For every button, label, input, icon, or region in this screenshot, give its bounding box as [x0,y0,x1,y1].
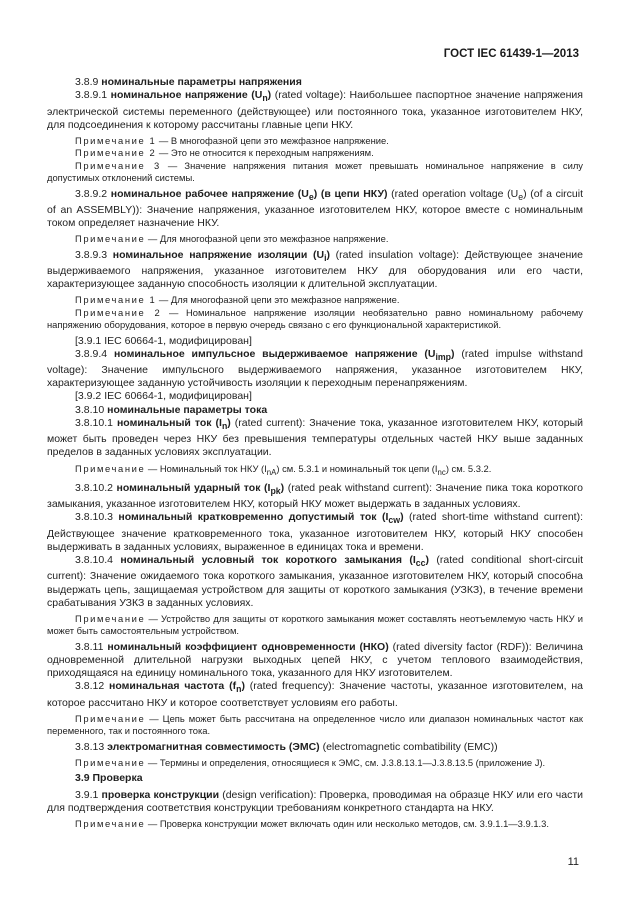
section-3-9-heading: 3.9 Проверка [75,772,143,785]
clause-3-8-10-1: 3.8.10.1 номинальный ток $(I_n)$ (rated current): Значение тока, указанное изготовителем НКУ, который может быть проведен через НКУ без превышения температуры отдельных частей НКУ выше заданных пределов в заданных условиях эксплуатации. [47,416,583,459]
clause-3-8-12: 3.8.12 номинальная частота $(f_n)$ (rated frequency): Значение частоты, указанное изготовителем, на которое рассчитано НКУ и которое соответствует условиям его работы. [47,680,583,709]
clause-3-8-11: 3.8.11 номинальный коэффициент одновременности (НКО) (rated diversity factor (RDF)): Величина одновременной длительной нагрузки выходных цепей НКУ, с учетом теплового взаимодействия, приходящаяся на единицу номинального тока, указанного для НКУ изготовителем. [47,640,583,680]
note-1: Примечание 1 — Для многофазной цепи это межфазное напряжение. [75,294,400,306]
clause-3-8-13: 3.8.13 электромагнитная совместимость (ЭМС) (electromagnetic combatibility (EMC)) [75,740,498,753]
note-2: Примечание 2 — Это не относится к переходным напряжениям. [75,147,374,159]
source-reference: [3.9.2 IEC 60664-1, модифицирован] [75,390,252,403]
source-reference: [3.9.1 IEC 60664-1, модифицирован] [75,334,252,347]
note: Примечание — Устройство для защиты от короткого замыкания может составлять неотъемлемую часть НКУ и может быть самостоятельным устройством. [47,612,583,637]
clause-3-8-9: 3.8.9 номинальные параметры напряжения [75,76,302,88]
note-3: Примечание 3 — Значение напряжения питания может превышать номинальное напряжение в силу допустимых отклонений системы. [47,159,583,184]
note: Примечание — Термины и определения, относящиеся к ЭМС, см. J.3.8.13.1—J.3.8.13.5 (приложение J). [75,756,546,768]
note-1: Примечание 1 — В многофазной цепи это межфазное напряжение. [75,134,389,146]
clause-3-8-10-2: 3.8.10.2 номинальный ударный ток $(I_{pk})$ (rated peak withstand current): Значение пика тока короткого замыкания, указанное изготовителем НКУ, который НКУ может выдержать в заданных условиях. [47,481,583,511]
note: Примечание — Цепь может быть рассчитана на определенное число или диапазон номинальных частот как переменного, так и постоянного тока. [47,712,583,737]
document-body [47,76,583,830]
clause-3-8-10: 3.8.10 номинальные параметры тока [75,403,268,416]
clause-3-8-9-3: 3.8.9.3 номинальное напряжение изоляции $(U_i)$ (rated insulation voltage): Действующее значение выдерживаемого напряжения, указанное изготовителем НКУ для оборудования или его части, характеризующее заданную способность изоляции к длительной эксплуатации. [47,248,584,291]
note-2: Примечание 2 — Номинальное напряжение изоляции необязательно равно номинальному рабочему напряжению оборудования, которое в первую очередь связано с его функциональной характеристикой. [47,306,583,331]
note: Примечание — Проверка конструкции может включать один или несколько методов, см. 3.9.1.1—3.9.1.3. [75,817,549,829]
note: Примечание — Для многофазной цепи это межфазное напряжение. [75,233,389,245]
clause-3-8-10-4: 3.8.10.4 номинальный условный ток короткого замыкания $(I_{cc})$ (rated conditional short-circuit current): Значение ожидаемого тока короткого замыкания, указанное изготовителем НКУ, который способна выдержать цепь, защищаемая устройством для защиты от короткого замыкания (УЗКЗ), в течение времени срабатывания УЗКЗ в заданных условиях. [47,554,583,609]
note: Примечание — Номинальный ток НКУ $(I_{nA})$ см. 5.3.1 и номинальный ток цепи $(I_{nc})$ см. 5.3.2. [75,462,492,477]
clause-3-8-10-3: 3.8.10.3 номинальный кратковременно допустимый ток $(I_{cw})$ (rated short-time withstand current): Действующее значение кратковременного тока, указанное изготовителем НКУ, который НКУ способен выдерживать в заданных условиях, выраженное в единицах тока и времени. [47,511,583,553]
clause-3-8-9-2: 3.8.9.2 номинальное рабочее напряжение $(U_e)$ (в цепи НКУ) (rated operation voltage $(U_e)$ (of a circuit of an ASSEMBLY)): Значение напряжения, указанное изготовителем НКУ, которое вместе с номинальным током определяет назначение НКУ. [47,187,584,230]
clause-3-8-9-4: 3.8.9.4 номинальное импульсное выдерживаемое напряжение $(U_{imp})$ (rated impulse withstand voltage): Значение импульсного выдерживаемого напряжения, указанное изготовителем НКУ, характеризующее заданную устойчивость изоляции к переходным перенапряжениям. [47,347,583,390]
document-header: ГОСТ IEC 61439-1—2013 [443,48,579,60]
clause-3-9-1: 3.9.1 проверка конструкции (design verification): Проверка, проводимая на образце НКУ или его части для подтверждения соответствия конструкции требованиям конкретного стандарта на НКУ. [47,788,583,814]
page-number: 11 [567,856,579,868]
clause-3-8-9-1: 3.8.9.1 номинальное напряжение $(U_n)$ (rated voltage): Наибольшее паспортное значение напряжения электрической системы переменного (действующее) или постоянного тока, указанное изготовителем НКУ, для подсоединения к которому рассчитаны главные цепи НКУ. [47,89,583,131]
